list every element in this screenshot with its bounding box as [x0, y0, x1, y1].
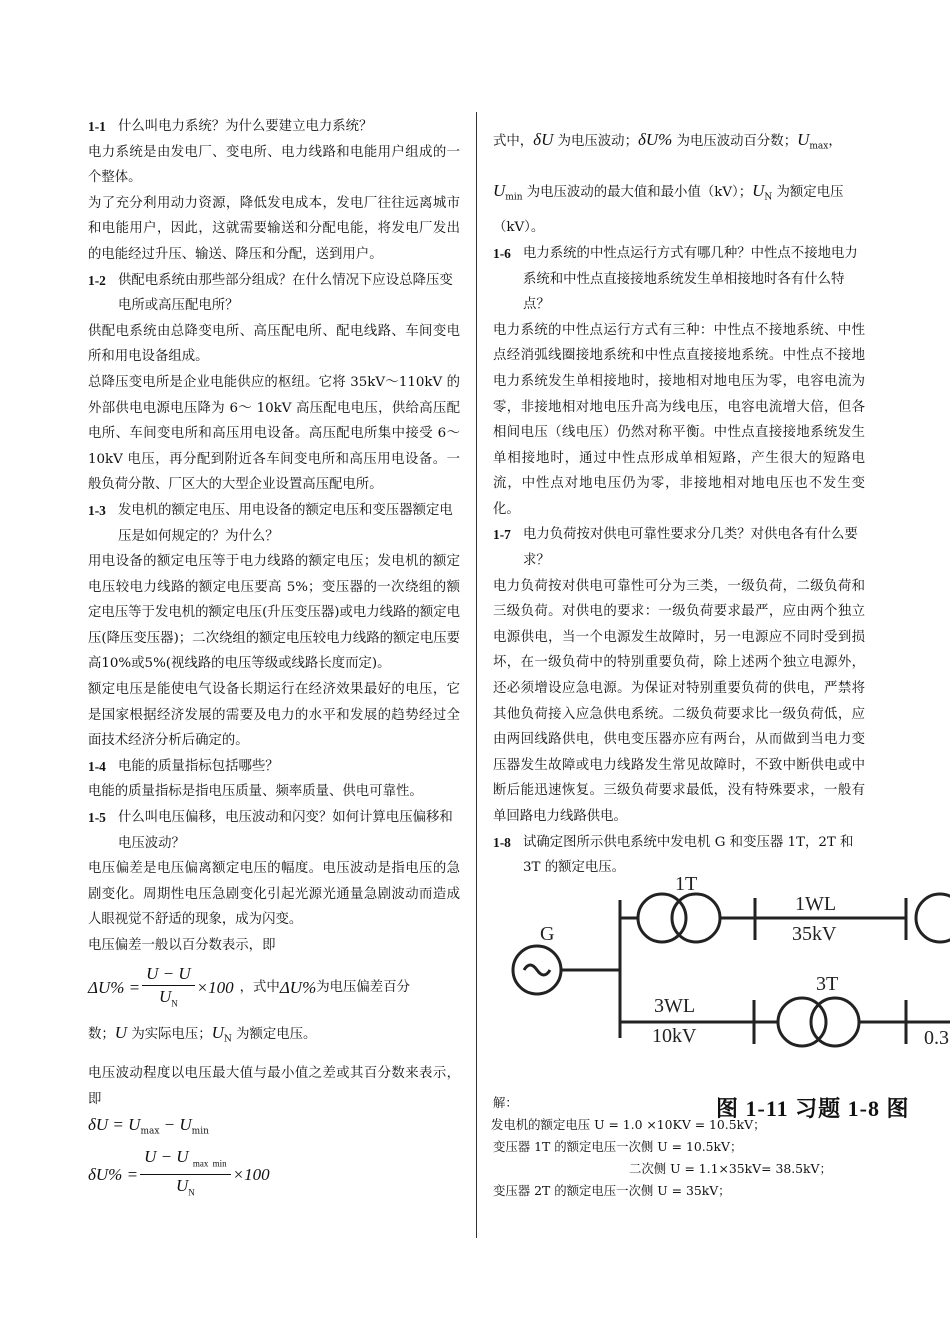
answer-1-2-p1: 供配电系统由总降变电所、高压配电所、配电线路、车间变电所和用电设备组成。	[88, 323, 460, 365]
label-35kv: 35kV	[792, 923, 837, 945]
transformer-1t-winding-2	[672, 894, 720, 942]
answer-1-4: 电能的质量指标是指电压质量、频率质量、供电可靠性。	[88, 784, 423, 800]
label-3wl: 3WL	[654, 995, 696, 1017]
question-1-5: 1-5 什么叫电压偏移，电压波动和闪变？如何计算电压偏移和电压波动？	[88, 810, 453, 851]
answer-1-5-p4: 电压波动程度以电压最大值与最小值之差或其百分数来表示，即	[88, 1066, 460, 1107]
label-1wl: 1WL	[795, 893, 837, 915]
question-1-1: 1-1 什么叫电力系统？为什么要建立电力系统？	[88, 119, 373, 134]
answer-title: 解：	[493, 1095, 518, 1110]
answer-line-2: 变压器 1T 的额定电压一次侧 U = 10.5kV；	[493, 1139, 743, 1154]
answer-1-2-p2: 总降压变电所是企业电能供应的枢纽。它将 35kV～110kV 的外部供电电源电压降为 6～ 10kV 高压配电电压，供给高压配电所、车间变电所和高压用电设备。高压配电所集中接受 6～10kV 电压，再分配到附近各车间变电所和高压用电设备。一般负荷分散、厂区大的大型企业设置高压配电所。	[88, 374, 460, 493]
answer-1-6: 电力系统的中性点运行方式有三种：中性点不接地系统、中性点经消弧线圈接地系统和中性点直接接地系统。中性点不接地电力系统发生单相接地时，接地相对地电压为零，电容电流为零，非接地相对地电压升高为线电压，电容电流增大倍，但各相间电压（线电压）仍然对称平衡。中性点直接接地系统发生单相接地时，通过中性点形成单相短路，产生很大的短路电流，中性点对地电压仍为零，非接地相对地电压也不发生变化。	[493, 322, 865, 517]
transformer-3t-winding-2	[811, 998, 859, 1046]
answer-1-3-p2: 额定电压是能使电气设备长期运行在经济效果最好的电压，它是国家根据经济发展的需要及电力的水平和发展的趋势经过全面技术经济分析后确定的。	[88, 682, 460, 749]
label-3t: 3T	[816, 973, 839, 995]
question-1-2: 1-2 供配电系统由那些部分组成？在什么情况下应设总降压变电所或高压配电所？	[88, 272, 453, 314]
answer-1-5-p3: 数；U 为实际电压；$U_N$ 为额定电压。	[88, 1022, 317, 1045]
label-0-3: 0.3	[924, 1027, 949, 1049]
answer-1-7: 电力负荷按对供电可靠性可分为三类，一级负荷，二级负荷和三级负荷。对供电的要求：一级负荷要求最严，应由两个独立电源供电，当一个电源发生故障时，另一电源应不同时受到损坏，在一级负荷中的特别重要负荷，除上述两个独立电源外，还必须增设应急电源。为保证对特别重要负荷的供电，严禁将其他负荷接入应急供电系统。二级负荷要求比一级负荷低，应由两回线路供电，供电变压器亦应有两台，从而做到当电力变压器发生故障或电力线路发生常见故障时，不致中断供电或中断后能迅速恢复。三级负荷要求最低，没有特殊要求，一般有单回路电力线路供电。	[493, 578, 865, 824]
answer-line-3: 二次侧 U = 1.1×35kV= 38.5kV；	[629, 1161, 832, 1176]
formula-voltage-fluctuation-percent: δU% = $\frac{U - U _{max} _{min}}{U_N}$ ×100	[88, 1146, 270, 1198]
label-1t: 1T	[675, 873, 698, 895]
answer-line-4: 变压器 2T 的额定电压一次侧 U = 35kV；	[493, 1183, 731, 1198]
answer-1-5-p2: 电压偏差一般以百分数表示，即	[88, 938, 276, 953]
label-g: G	[540, 923, 555, 945]
symbols-line-3: （kV）。	[493, 220, 545, 236]
answer-1-1-p1: 电力系统是由发电厂、变电所、电力线路和电能用户组成的一个整体。	[88, 144, 460, 186]
symbols-line-1: 式中，δU 为电压波动；δU% 为电压波动百分数；$U_{max}$，	[493, 130, 842, 152]
answer-1-3-p1: 用电设备的额定电压等于电力线路的额定电压；发电机的额定电压较电力线路的额定电压要高 5%；变压器的一次绕组的额定电压等于发电机的额定电压(升压变压器)或电力线路的额定电压(降压变压器)；二次绕组的额定电压较电力线路的额定电压要高10%或5%(视线路的电压等级或线路长度而定)。	[88, 554, 460, 672]
answer-1-8	[493, 1092, 913, 1202]
question-1-3: 1-3 发电机的额定电压、用电设备的额定电压和变压器额定电压是如何规定的？为什么？	[88, 502, 453, 544]
right-column	[493, 122, 865, 881]
formula-voltage-fluctuation: $\delta U = U_{max} - U_{min}$	[88, 1115, 209, 1138]
answer-1-1-p2: 为了充分利用动力资源，降低发电成本，发电厂往往远离城市和电能用户，因此，这就需要输送和分配电能，将发电厂发出的电能经过升压、输送、降压和分配，送到用户。	[88, 195, 460, 262]
formula-voltage-deviation: ΔU% = $\frac{U - U}{U_N}$ ×100 ，式中 ΔU% 为电压偏差百分	[88, 963, 410, 1008]
column-divider	[476, 112, 477, 1238]
question-1-8: 1-8 试确定图所示供电系统中发电机 G 和变压器 1T，2T 和 3T 的额定电压。	[493, 834, 854, 876]
generator-tilde	[524, 965, 550, 975]
label-10kv: 10kV	[652, 1025, 697, 1047]
figure-caption: 图 1-11 习题 1-8 图	[716, 1096, 910, 1121]
question-1-7: 1-7 电力负荷按对供电可靠性要求分几类？对供电各有什么要求？	[493, 527, 858, 569]
figure-1-11-diagram	[492, 860, 950, 1120]
question-1-6: 1-6 电力系统的中性点运行方式有哪几种？中性点不接地电力系统和中性点直接接地系统发生单相接地时各有什么特点？	[493, 245, 858, 313]
symbols-line-2: $U_{min}$ 为电压波动的最大值和最小值（kV）；$U_N$ 为额定电压	[493, 180, 844, 203]
answer-1-5-p1: 电压偏差是电压偏离额定电压的幅度。电压波动是指电压的急剧变化。周期性电压急剧变化引起光源光通量急剧波动而造成人眼视觉不舒适的现象，成为闪变。	[88, 861, 460, 928]
answer-line-1: 发电机的额定电压 U = 1.0 ×10KV = 10.5kV；	[491, 1117, 766, 1132]
question-1-4: 1-4 电能的质量指标包括哪些？	[88, 758, 279, 774]
left-column	[88, 114, 460, 1203]
